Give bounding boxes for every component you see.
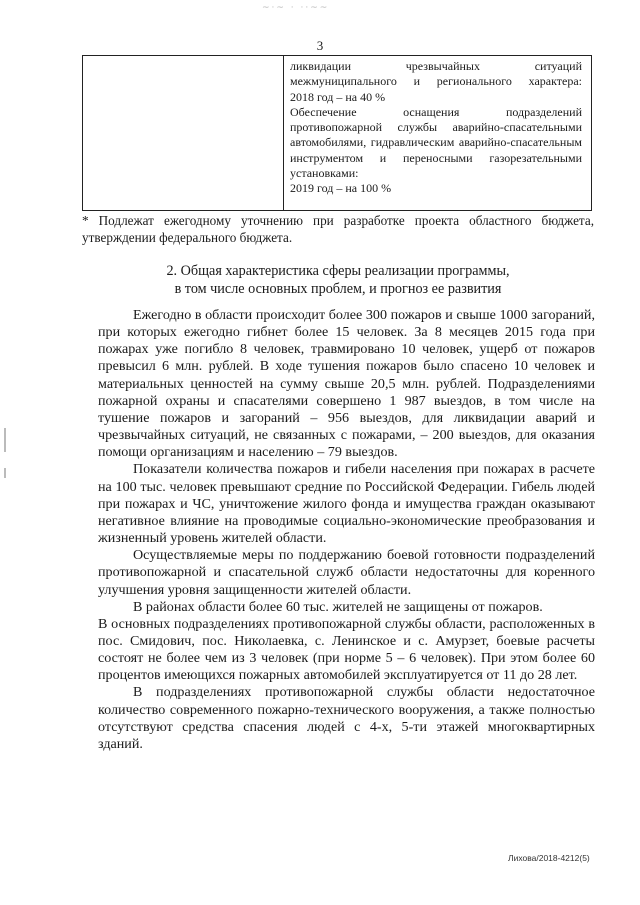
scan-margin-mark	[4, 428, 6, 452]
document-code: Лихова/2018-4212(5)	[508, 853, 590, 863]
paragraph: В подразделениях противопожарной службы области недостаточное количество современного пожарно-технического вооружения, а также полностью отсутствуют средства спасения людей с 4-х, 5-ти этажей многоквартирных зданий.	[98, 684, 595, 752]
paragraph: Показатели количества пожаров и гибели населения при пожарах в расчете на 100 тыс. человек превышают средние по Российской Федерации. Гибель людей при пожарах и ЧС, уничтожение жилого фонда и имущества граждан оказывают негативное влияние на проводимые социально-экономические преобразования и жизненный уровень жителей области.	[98, 461, 595, 547]
footnote: * Подлежат ежегодному уточнению при разработке проекта областного бюджета, утверждении федерального бюджета.	[82, 213, 594, 245]
paragraph: Ежегодно в области происходит более 300 пожаров и свыше 1000 загораний, при которых ежегодно гибнет более 15 человек. За 8 месяцев 2015 года при пожарах уже погибло 8 человек, травмировано 10 человек, ущерб от пожаров превысил 6 млн. рублей. В ходе тушения пожаров было спасено 10 человек и материальных ценностей на сумму свыше 20,5 млн. рублей. Подразделениями пожарной охраны и спасателями совершено 1 987 выездов, в том числе на тушение пожаров и загораний – 956 выездов, для ликвидации аварий и чрезвычайных ситуаций, не связанных с пожарами, – 200 выездов, для оказания помощи организациям и населению – 79 выездов.	[98, 307, 595, 461]
page-number: 3	[316, 38, 324, 53]
table-cell-text: 2019 год – на 100 %	[290, 181, 392, 196]
scan-artifact: ~·~ · ··~~	[262, 3, 330, 13]
section-heading-line: 2. Общая характеристика сферы реализации программы,	[166, 263, 510, 279]
paragraph: В основных подразделениях противопожарной службы области, расположенных в пос. Смидович, пос. Николаевка, с. Ленинское и с. Амурзет, боевые расчеты состоят не более чем из 3 человек (при норме 5 – 6 человек). При этом более 60 процентов имеющихся пожарных автомобилей эксплуатируется от 11 до 28 лет.	[98, 615, 595, 684]
section-heading-line: в том числе основных проблем, и прогноз ее развития	[174, 281, 502, 297]
paragraph: Осуществляемые меры по поддержанию боевой готовности подразделений противопожарной и спасательной служб области недостаточны для коренного улучшения уровня защищенности жителей области.	[98, 547, 595, 598]
paragraph: В районах области более 60 тыс. жителей не защищены от пожаров.	[133, 598, 543, 615]
table-cell-text: 2018 год – на 40 %	[290, 89, 386, 104]
table-right-cell	[290, 59, 582, 197]
section-heading	[82, 262, 594, 298]
table-column-divider	[283, 56, 284, 210]
table-cell-text: ликвидации чрезвычайных ситуаций межмуниципального и регионального характера:	[290, 59, 582, 89]
table-cell-text: Обеспечение оснащения подразделений противопожарной службы аварийно-спасательными автомобилями, гидравлическим аварийно-спасательным инструментом и переносными газорезательными установками:	[290, 104, 582, 181]
scan-margin-mark	[4, 468, 6, 478]
section-body	[98, 307, 595, 753]
continuation-table	[82, 55, 592, 211]
